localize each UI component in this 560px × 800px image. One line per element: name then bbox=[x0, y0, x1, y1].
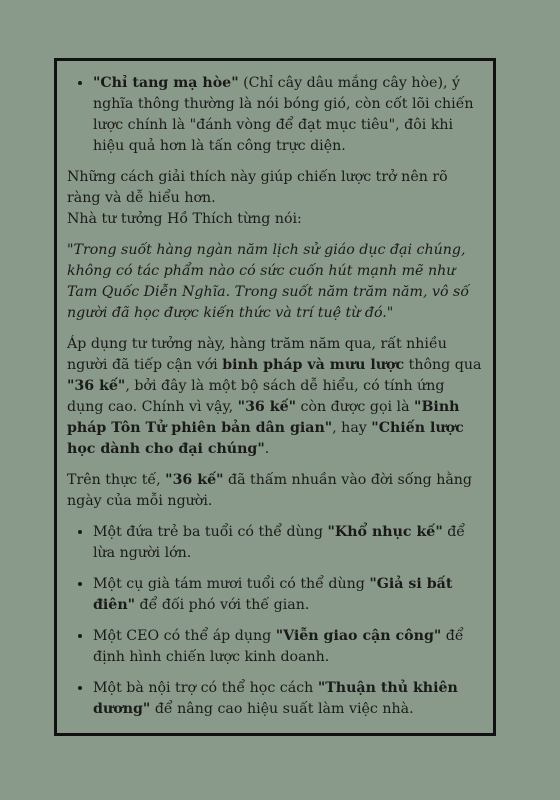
examples-list bbox=[67, 522, 483, 720]
example-pre: Một CEO có thể áp dụng bbox=[93, 628, 276, 644]
example-term: "Khổ nhục kế" bbox=[327, 524, 443, 540]
bold-span: "36 kế" bbox=[165, 472, 224, 488]
example-item bbox=[93, 522, 483, 564]
example-pre: Một bà nội trợ có thể học cách bbox=[93, 680, 318, 696]
paragraph-daily-life bbox=[67, 470, 483, 512]
bold-span: "36 kế" bbox=[237, 399, 296, 415]
example-item bbox=[93, 574, 483, 616]
text-span: , bởi đây là một bộ sách dễ hiểu, có tính ứng dụng cao. Chính vì vậy, bbox=[67, 378, 445, 415]
paragraph-explanations: Những cách giải thích này giúp chiến lược trở nên rõ ràng và dễ hiểu hơn. bbox=[67, 169, 448, 206]
example-post: để định hình chiến lược kinh doanh. bbox=[93, 628, 464, 665]
example-post: để lừa người lớn. bbox=[93, 524, 466, 561]
example-pre: Một cụ già tám mươi tuổi có thể dùng bbox=[93, 576, 370, 592]
text-span: thông qua bbox=[404, 357, 482, 373]
paragraph-ho-thich: Nhà tư tưởng Hồ Thích từng nói: bbox=[67, 211, 302, 227]
text-span: còn được gọi là bbox=[296, 399, 415, 415]
page-frame bbox=[54, 58, 496, 736]
example-post: để đối phó với thế gian. bbox=[135, 597, 310, 613]
example-pre: Một đứa trẻ ba tuổi có thể dùng bbox=[93, 524, 328, 540]
intro-text: (Chỉ cây dâu mắng cây hòe), ý nghĩa thông thường là nói bóng gió, còn cốt lõi chiến lược chính là "đánh vòng để đạt mục tiêu", đôi khi hiệu quả hơn là tấn công trực diện. bbox=[93, 75, 474, 154]
quote-ho-thich: "Trong suốt hàng ngàn năm lịch sử giáo dục đại chúng, không có tác phẩm nào có sức cuốn hút mạnh mẽ như Tam Quốc Diễn Nghĩa. Trong suốt năm trăm năm, vô số người đã học được kiến thức và trí tuệ từ đó." bbox=[67, 242, 470, 321]
text-span: , hay bbox=[332, 420, 372, 436]
intro-bullet-list bbox=[67, 73, 483, 157]
bold-span: binh pháp và mưu lược bbox=[222, 357, 405, 373]
bold-span: "36 kế" bbox=[67, 378, 126, 394]
text-span: Áp dụng tư tưởng này, hàng trăm năm qua, rất nhiều người đã tiếp cận với bbox=[67, 336, 447, 373]
bold-span: "Binh pháp Tôn Tử phiên bản dân gian" bbox=[67, 399, 460, 436]
example-term: "Thuận thủ khiên dương" bbox=[93, 680, 458, 717]
intro-term: "Chỉ tang mạ hòe" bbox=[93, 75, 239, 91]
example-term: "Giả si bất điên" bbox=[93, 576, 453, 613]
example-term: "Viễn giao cận công" bbox=[275, 628, 442, 644]
text-span: . bbox=[264, 441, 270, 457]
paragraph-36-ke bbox=[67, 334, 483, 460]
intro-bullet bbox=[93, 73, 483, 157]
example-item bbox=[93, 678, 483, 720]
example-post: để nâng cao hiệu suất làm việc nhà. bbox=[150, 701, 414, 717]
bold-span: "Chiến lược học dành cho đại chúng" bbox=[67, 420, 464, 457]
text-span: đã thấm nhuần vào đời sống hằng ngày của mỗi người. bbox=[67, 472, 473, 509]
example-item bbox=[93, 626, 483, 668]
text-span: Trên thực tế, bbox=[67, 472, 166, 488]
